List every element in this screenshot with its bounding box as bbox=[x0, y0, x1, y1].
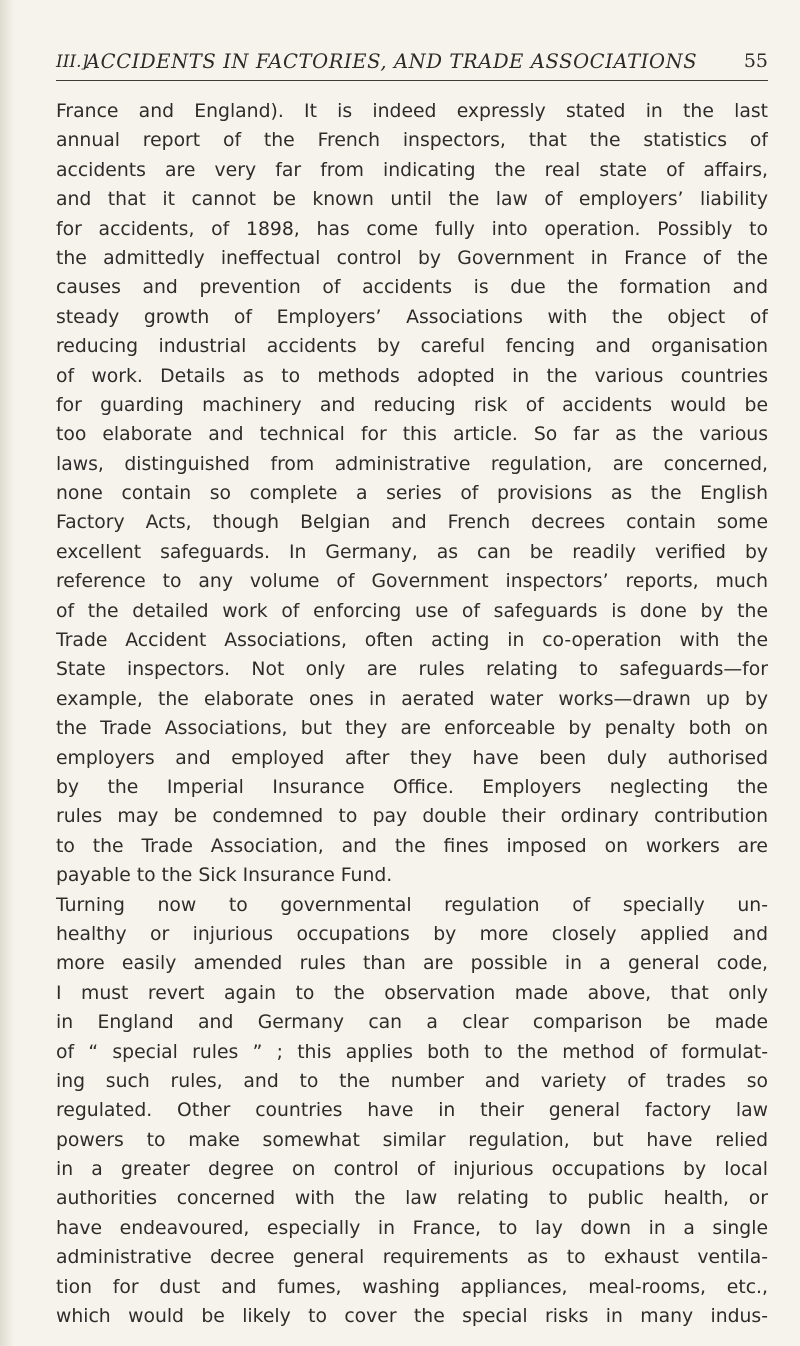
text-line: have endeavoured, especially in France, to lay down in a single bbox=[56, 1217, 768, 1239]
text-line: of the detailed work of enforcing use of safeguards is done by the bbox=[56, 600, 768, 622]
text-line: steady growth of Employers’ Associations with the object of bbox=[56, 306, 768, 328]
text-line: reducing industrial accidents by careful fencing and organisation bbox=[56, 336, 768, 358]
chapter-number: III.] bbox=[56, 52, 89, 72]
text-line: more easily amended rules than are possible in a general code, bbox=[56, 953, 768, 975]
text-line: regulated. Other countries have in their general factory law bbox=[56, 1100, 768, 1122]
text-line: laws, distinguished from administrative regulation, are concerned, bbox=[56, 453, 768, 475]
text-line: tion for dust and fumes, washing appliances, meal-rooms, etc., bbox=[56, 1276, 768, 1298]
gutter-shadow bbox=[0, 0, 14, 1346]
text-line: State inspectors. Not only are rules relating to safeguards—for bbox=[56, 659, 768, 681]
page-number: 55 bbox=[743, 50, 768, 72]
paragraph-end-line: payable to the Sick Insurance Fund. bbox=[56, 865, 393, 887]
text-line: Factory Acts, though Belgian and French decrees contain some bbox=[56, 512, 768, 534]
text-line: to the Trade Association, and the fines imposed on workers are bbox=[56, 835, 768, 857]
text-line: none contain so complete a series of provisions as the English bbox=[56, 483, 768, 505]
text-line: I must revert again to the observation made above, that only bbox=[56, 982, 768, 1004]
text-line: of work. Details as to methods adopted in the various countries bbox=[56, 365, 768, 387]
text-line: healthy or injurious occupations by more closely applied and bbox=[56, 923, 768, 945]
text-line: authorities concerned with the law relating to public health, or bbox=[56, 1188, 768, 1210]
text-line: which would be likely to cover the special risks in many indus- bbox=[56, 1306, 768, 1328]
text-line: in a greater degree on control of injurious occupations by local bbox=[56, 1159, 768, 1181]
text-line: rules may be condemned to pay double their ordinary contribution bbox=[56, 806, 768, 828]
text-line: causes and prevention of accidents is due the formation and bbox=[56, 277, 768, 299]
text-line: the admittedly ineffectual control by Government in France of the bbox=[56, 247, 768, 269]
text-line: ing such rules, and to the number and variety of trades so bbox=[56, 1070, 768, 1092]
text-line: powers to make somewhat similar regulation, but have relied bbox=[56, 1129, 768, 1151]
text-line: annual report of the French inspectors, that the statistics of bbox=[56, 130, 768, 152]
text-line: example, the elaborate ones in aerated water works—drawn up by bbox=[56, 688, 768, 710]
text-line: Trade Accident Associations, often acting in co-operation with the bbox=[56, 630, 768, 652]
text-line: excellent safeguards. In Germany, as can be readily verified by bbox=[56, 541, 768, 563]
running-title: ACCIDENTS IN FACTORIES, AND TRADE ASSOCIATIONS bbox=[86, 50, 698, 73]
text-line: and that it cannot be known until the law of employers’ liability bbox=[56, 189, 768, 211]
paragraph-start-line: Turning now to governmental regulation of specially un- bbox=[56, 894, 768, 916]
text-line: of “ special rules ” ; this applies both to the method of formulat- bbox=[56, 1041, 768, 1063]
text-line: for accidents, of 1898, has come fully into operation. Possibly to bbox=[56, 218, 768, 240]
text-line: for guarding machinery and reducing risk of accidents would be bbox=[56, 394, 768, 416]
text-line: by the Imperial Insurance Office. Employers neglecting the bbox=[56, 776, 768, 798]
text-line: reference to any volume of Government inspectors’ reports, much bbox=[56, 571, 768, 593]
text-line: accidents are very far from indicating the real state of affairs, bbox=[56, 159, 768, 181]
running-head bbox=[56, 46, 768, 81]
text-line: France and England). It is indeed expressly stated in the last bbox=[56, 101, 768, 122]
text-line: too elaborate and technical for this article. So far as the various bbox=[56, 424, 768, 446]
text-line: in England and Germany can a clear comparison be made bbox=[56, 1012, 768, 1034]
text-line: administrative decree general requirements as to exhaust ventila- bbox=[56, 1247, 768, 1269]
body-text bbox=[56, 97, 768, 1331]
text-line: the Trade Associations, but they are enforceable by penalty both on bbox=[56, 718, 768, 740]
text-line: employers and employed after they have been duly authorised bbox=[56, 747, 768, 769]
